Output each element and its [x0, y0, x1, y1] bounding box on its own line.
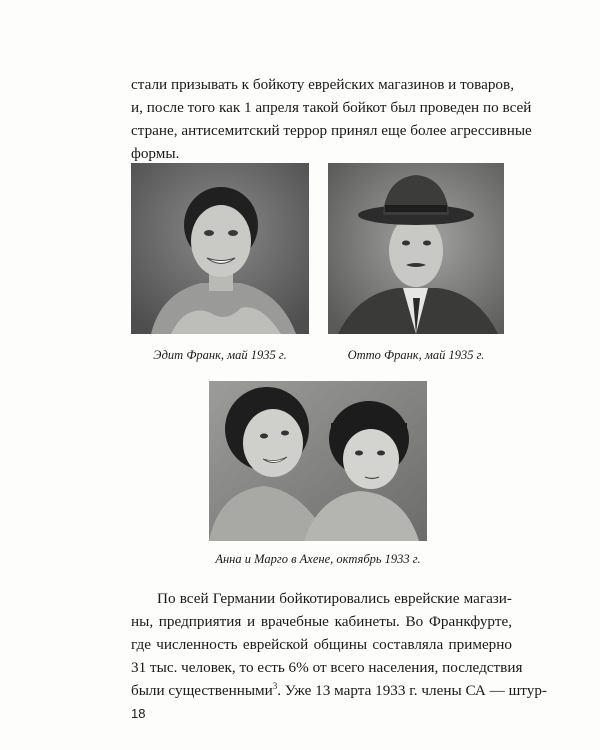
- text-line: формы.: [131, 145, 180, 162]
- photo-anne-margot: [209, 381, 427, 541]
- photo-otto-frank: [328, 163, 504, 334]
- caption-edith: Эдит Франк, май 1935 г.: [153, 348, 287, 362]
- text-line: где численность еврейской общины составляла примерно: [131, 636, 512, 653]
- paragraph-top: [131, 73, 532, 165]
- caption-otto: Отто Франк, май 1935 г.: [347, 348, 485, 362]
- text-line: 31 тыс. человек, то есть 6% от всего населения, последствия: [131, 659, 523, 676]
- text-line: стране, антисемитский террор принял еще более агрессивные: [131, 122, 532, 139]
- caption-anne-margot: Анна и Марго в Ахене, октябрь 1933 г.: [215, 552, 421, 566]
- paragraph-bottom: [131, 587, 547, 702]
- footnote-marker[interactable]: 3: [272, 680, 278, 691]
- text-fragment: . Уже 13 марта 1933 г. члены СА — штур-: [277, 682, 547, 699]
- page-number: 18: [131, 706, 146, 721]
- text-line: стали призывать к бойкоту еврейских магазинов и товаров,: [131, 76, 514, 93]
- text-line: и, после того как 1 апреля такой бойкот был проведен по всей: [131, 99, 532, 116]
- text-line: По всей Германии бойкотировались еврейские магази-: [157, 590, 512, 607]
- text-fragment: были существенными: [131, 682, 273, 699]
- photo-edith-frank: [131, 163, 309, 334]
- text-line: ны, предприятия и врачебные кабинеты. Во Франкфурте,: [131, 613, 512, 630]
- text-line-with-footnote: [131, 679, 547, 702]
